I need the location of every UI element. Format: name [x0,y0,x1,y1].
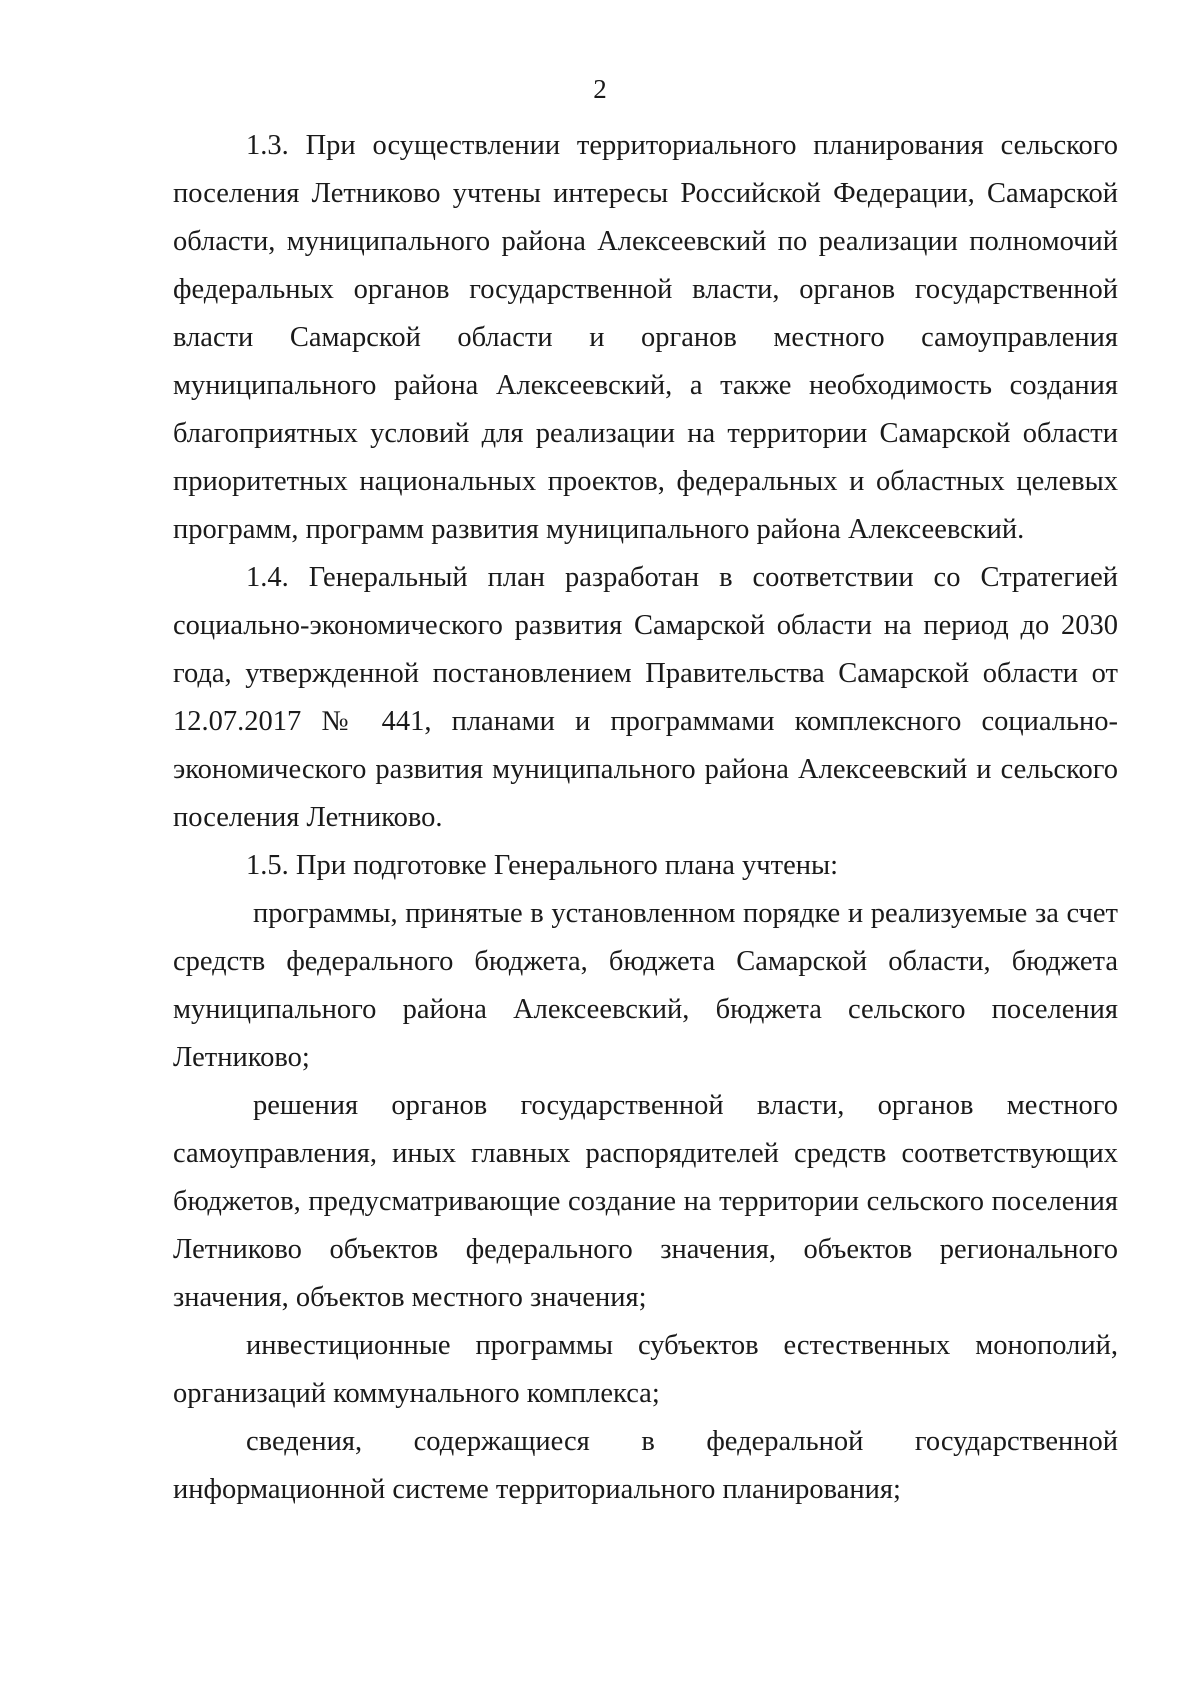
paragraph-1-5: 1.5. При подготовке Генерального плана учтены: [246,850,839,881]
list-item-information-system: сведения, содержащиеся в федеральной государственной информационной системе территориального планирования; [173,1426,1118,1505]
paragraph-1-3: 1.3. При осуществлении территориального планирования сельского поселения Летниково учтены интересы Российской Федерации, Самарской области, муниципального района Алексеевский по реализации полномочий федеральных органов государственной власти, органов государственной власти Самарской области и органов местного самоуправления муниципального района Алексеевский, а также необходимость создания благоприятных условий для реализации на территории Самарской области приоритетных национальных проектов, федеральных и областных целевых программ, программ развития муниципального района Алексеевский. [173,130,1118,545]
page-number: 2 [593,74,607,104]
list-item-decisions: решения органов государственной власти, органов местного самоуправления, иных главных распорядителей средств соответствующих бюджетов, предусматривающие создание на территории сельского поселения Летниково объектов федерального значения, объектов регионального значения, объектов местного значения; [173,1090,1118,1313]
list-item-investment-programs: инвестиционные программы субъектов естественных монополий, организаций коммунального комплекса; [173,1330,1118,1409]
list-item-programs: программы, принятые в установленном порядке и реализуемые за счет средств федерального бюджета, бюджета Самарской области, бюджета муниципального района Алексеевский, бюджета сельского поселения Летниково; [173,898,1118,1073]
paragraph-1-4: 1.4. Генеральный план разработан в соответствии со Стратегией социально-экономического развития Самарской области на период до 2030 года, утвержденной постановлением Правительства Самарской области от 12.07.2017 № 441, планами и программами комплексного социально-экономического развития муниципального района Алексеевский и сельского поселения Летниково. [173,562,1118,833]
document-body [173,122,1118,1514]
